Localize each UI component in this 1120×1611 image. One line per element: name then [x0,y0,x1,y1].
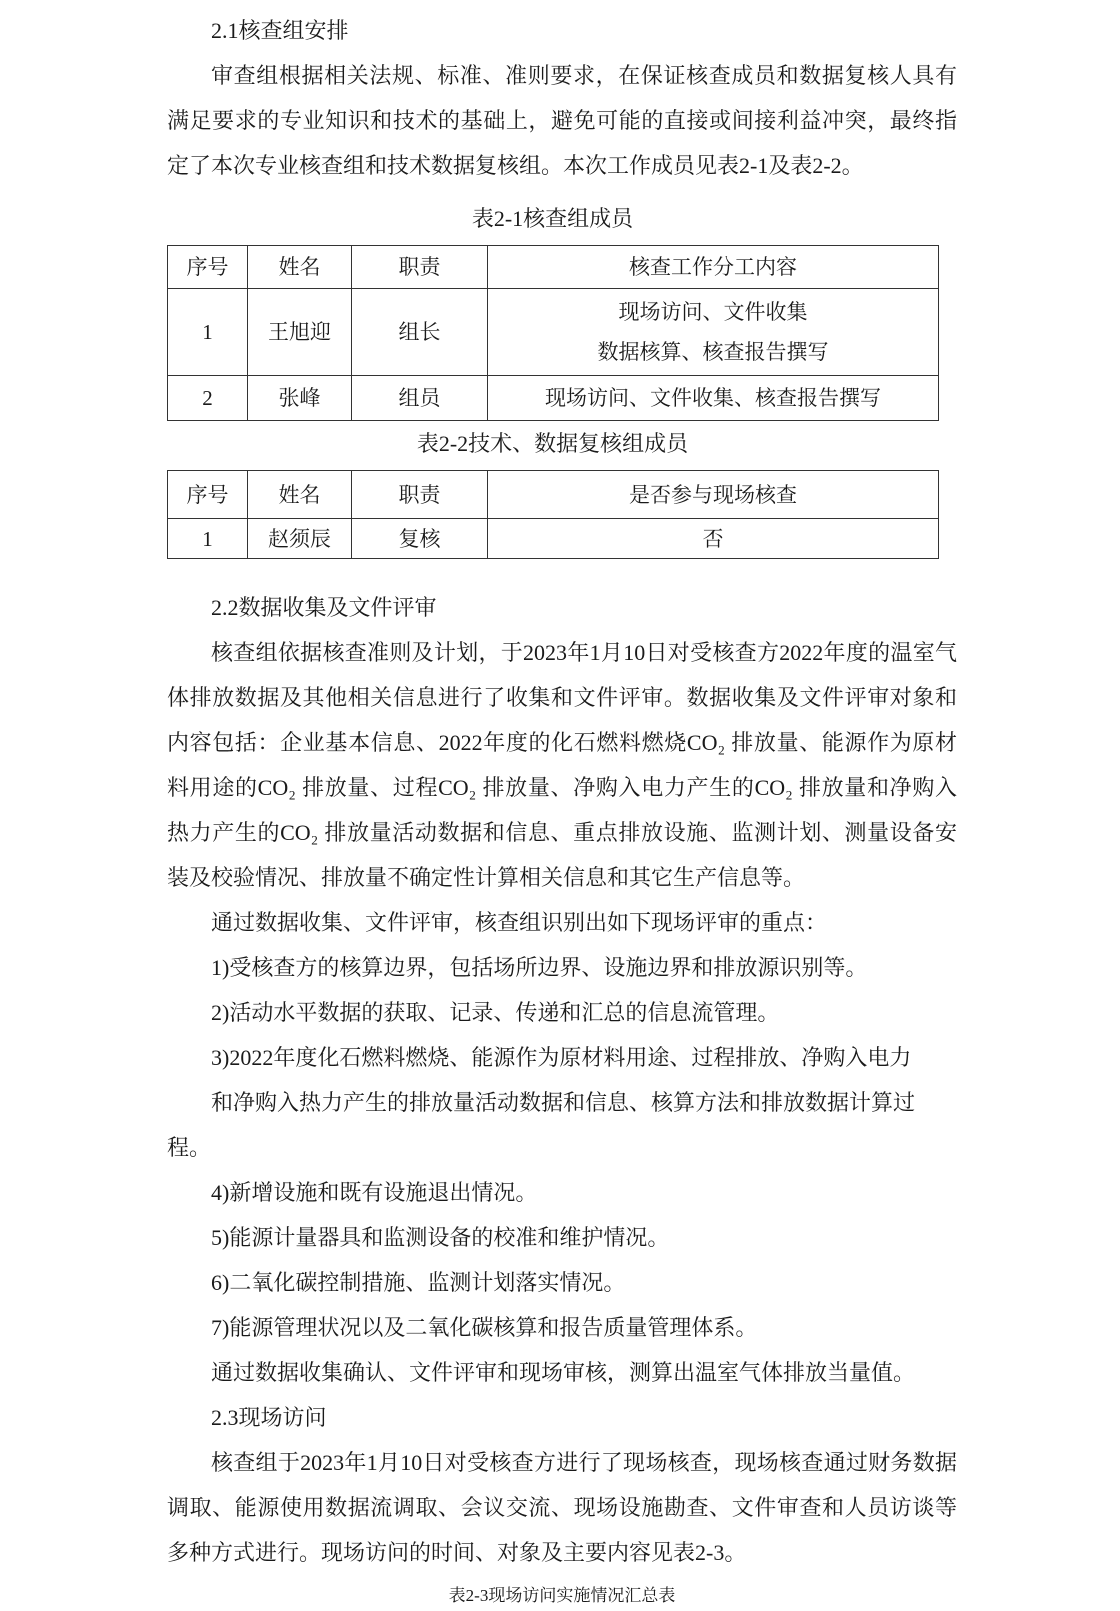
review-focus-lead: 通过数据收集、文件评审，核查组识别出如下现场评审的重点： [211,910,828,935]
document-content [167,0,957,1611]
col-header-name: 姓名 [248,471,352,519]
table-2-1-caption: 表2-1核查组成员 [471,206,634,231]
cell-name: 张峰 [248,376,352,421]
cell-name: 王旭迎 [248,289,352,376]
table-row [168,376,939,421]
review-summary: 通过数据收集确认、文件评审和现场审核，测算出温室气体排放当量值。 [211,1360,916,1385]
table-2-2-review-team [167,470,939,559]
table-2-2-caption: 表2-2技术、数据复核组成员 [416,431,689,456]
section-2-2-heading: 2.2数据收集及文件评审 [211,595,437,620]
review-item: 1)受核查方的核算边界，包括场所边界、设施边界和排放源识别等。 [211,955,868,980]
section-2-1-heading: 2.1核查组安排 [211,18,349,43]
col-header-role: 职责 [352,246,488,289]
cell-number: 2 [168,376,248,421]
duty-line-2: 数据核算、核查报告撰写 [597,340,829,364]
section-2-3-paragraph: 核查组于2023年1月10日对受核查方进行了现场核查，现场核查通过财务数据调取、能源使用数据流调取、会议交流、现场设施勘查、文件审查和人员访谈等多种方式进行。现场访问的时间、对象及主要内容见表2-3。 [167,1450,957,1565]
cell-name: 赵须辰 [248,519,352,559]
duty-lines [492,292,934,372]
table-2-3-caption: 表2-3现场访问实施情况汇总表 [448,1586,676,1605]
col-header-onsite: 是否参与现场核查 [488,471,939,519]
table-row [168,289,939,376]
table-2-1-verification-team [167,245,939,421]
section-2-3-heading: 2.3现场访问 [211,1405,327,1430]
col-header-duty: 核查工作分工内容 [488,246,939,289]
col-header-name: 姓名 [248,246,352,289]
review-item: 5)能源计量器具和监测设备的校准和维护情况。 [211,1225,670,1250]
cell-duty: 现场访问、文件收集、核查报告撰写 [488,376,939,421]
review-item: 6)二氧化碳控制措施、监测计划落实情况。 [211,1270,626,1295]
review-item: 3)2022年度化石燃料燃烧、能源作为原材料用途、过程排放、净购入电力 [211,1045,912,1070]
cell-duty [488,289,939,376]
cell-number: 1 [168,519,248,559]
review-item: 4)新增设施和既有设施退出情况。 [211,1180,538,1205]
col-header-number: 序号 [168,246,248,289]
table-2-2-header-row [168,471,939,519]
table-2-1-header-row [168,246,939,289]
section-2-2-paragraph: 核查组依据核查准则及计划，于2023年1月10日对受核查方2022年度的温室气体排放数据及其他相关信息进行了收集和文件评审。数据收集及文件评审对象和内容包括：企业基本信息、2022年度的化石燃料燃烧CO₂ 排放量、能源作为原材料用途的CO₂ 排放量、过程CO₂ 排放量、净购入电力产生的CO₂ 排放量和净购入热力产生的CO₂ 排放量活动数据和信息、重点排放设施、监测计划、测量设备安装及校验情况、排放量不确定性计算相关信息和其它生产信息等。 [167,640,957,890]
table-row [168,519,939,559]
cell-role: 复核 [352,519,488,559]
duty-line-1: 现场访问、文件收集 [618,300,808,324]
section-spacer [167,559,957,585]
col-header-number: 序号 [168,471,248,519]
review-item: 2)活动水平数据的获取、记录、传递和汇总的信息流管理。 [211,1000,780,1025]
cell-onsite: 否 [488,519,939,559]
cell-number: 1 [168,289,248,376]
col-header-role: 职责 [352,471,488,519]
cell-role: 组员 [352,376,488,421]
section-2-1-paragraph: 审查组根据相关法规、标准、准则要求，在保证核查成员和数据复核人具有满足要求的专业知识和技术的基础上，避免可能的直接或间接利益冲突，最终指定了本次专业核查组和技术数据复核组。本次工作成员见表2-1及表2-2。 [167,63,957,178]
review-item: 7)能源管理状况以及二氧化碳核算和报告质量管理体系。 [211,1315,758,1340]
cell-role: 组长 [352,289,488,376]
review-item-continuation: 和净购入热力产生的排放量活动数据和信息、核算方法和排放数据计算过程。 [167,1090,916,1160]
